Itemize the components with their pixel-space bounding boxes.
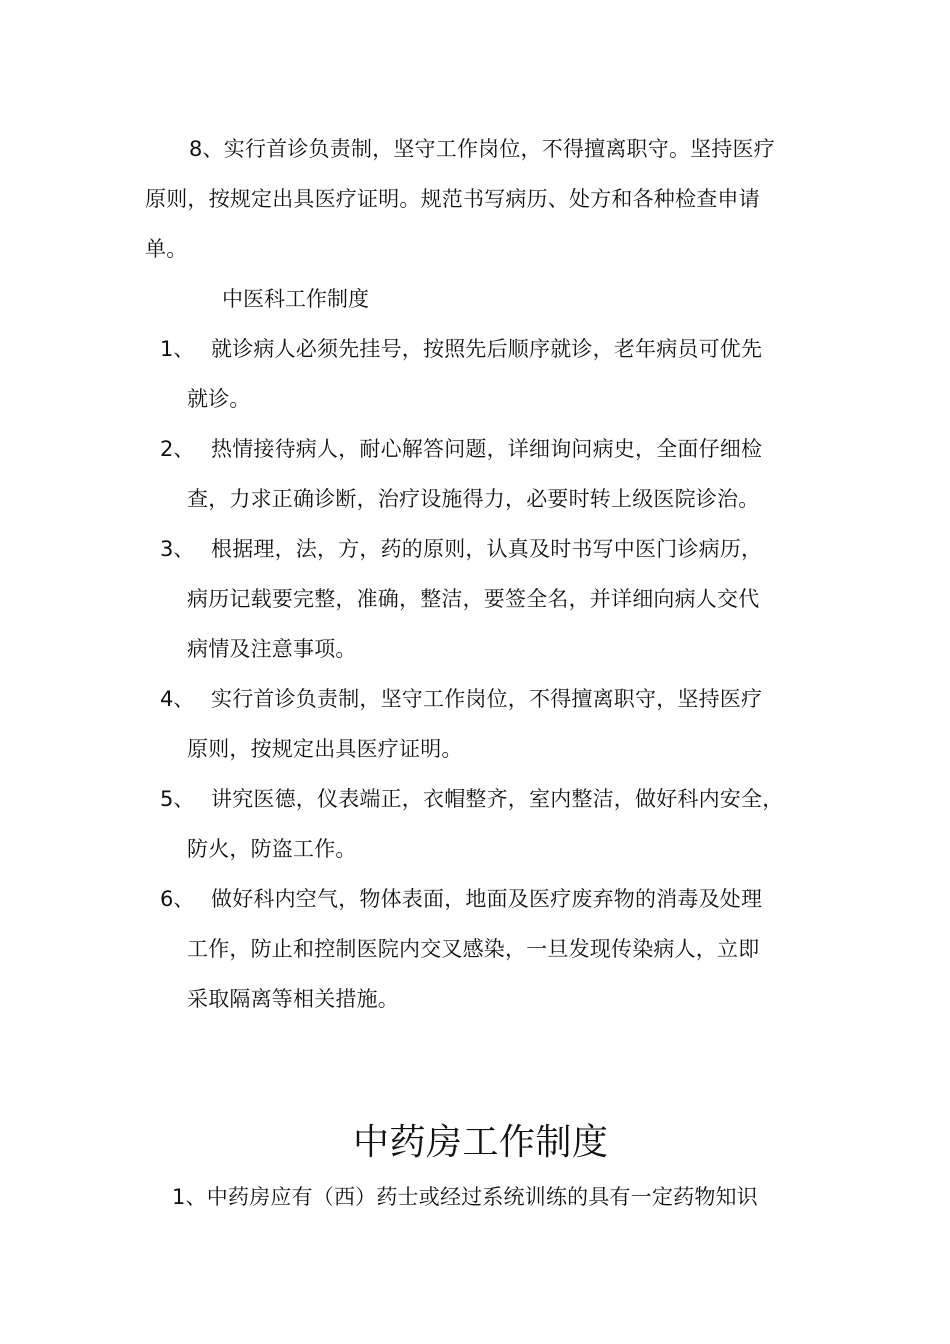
tcm-item-3-line-3: 病情及注意事项。: [187, 637, 357, 661]
tcm-item-3-line-2: 病历记载要完整，准确，整洁，要签全名，并详细向病人交代: [187, 587, 760, 611]
tcm-item-6-line-3: 采取隔离等相关措施。: [187, 987, 399, 1011]
tcm-item-6-line-1: 做好科内空气，物体表面，地面及医疗废弃物的消毒及处理: [211, 887, 763, 911]
tcm-item-4-line-2: 原则，按规定出具医疗证明。: [187, 737, 463, 761]
tcm-item-2-line-1: 热情接待病人，耐心解答问题，详细询问病史，全面仔细检: [211, 437, 763, 461]
tcm-item-4-number: 4、: [160, 687, 195, 711]
tcm-item-3-number: 3、: [160, 537, 195, 561]
tcm-item-2-number: 2、: [160, 437, 195, 461]
tcm-item-5-number: 5、: [160, 787, 195, 811]
tcm-item-5-line-2: 防火，防盗工作。: [187, 837, 357, 861]
tcm-item-3-line-1: 根据理，法，方，药的原则，认真及时书写中医门诊病历，: [211, 537, 763, 561]
intro-line-1: 8、实行首诊负责制，坚守工作岗位，不得擅离职守。坚持医疗: [189, 137, 775, 161]
pharmacy-title: 中药房工作制度: [353, 1122, 609, 1163]
intro-line-3: 单。: [145, 237, 188, 261]
tcm-item-1-line-2: 就诊。: [187, 387, 251, 411]
tcm-item-1-number: 1、: [160, 337, 195, 361]
tcm-item-5-line-1: 讲究医德，仪表端正，衣帽整齐，室内整洁，做好科内安全，: [211, 787, 784, 811]
tcm-item-2-line-2: 查，力求正确诊断，治疗设施得力，必要时转上级医院诊治。: [187, 487, 760, 511]
tcm-dept-title: 中医科工作制度: [222, 287, 369, 311]
tcm-item-4-line-1: 实行首诊负责制，坚守工作岗位，不得擅离职守，坚持医疗: [211, 687, 763, 711]
tcm-item-1-line-1: 就诊病人必须先挂号，按照先后顺序就诊，老年病员可优先: [211, 337, 763, 361]
tcm-item-6-number: 6、: [160, 887, 195, 911]
intro-line-2: 原则，按规定出具医疗证明。规范书写病历、处方和各种检查申请: [145, 187, 760, 211]
tcm-item-6-line-2: 工作，防止和控制医院内交叉感染，一旦发现传染病人，立即: [187, 937, 760, 961]
pharmacy-item-1-line-1: 1、中药房应有（西）药士或经过系统训练的具有一定药物知识: [172, 1185, 758, 1209]
